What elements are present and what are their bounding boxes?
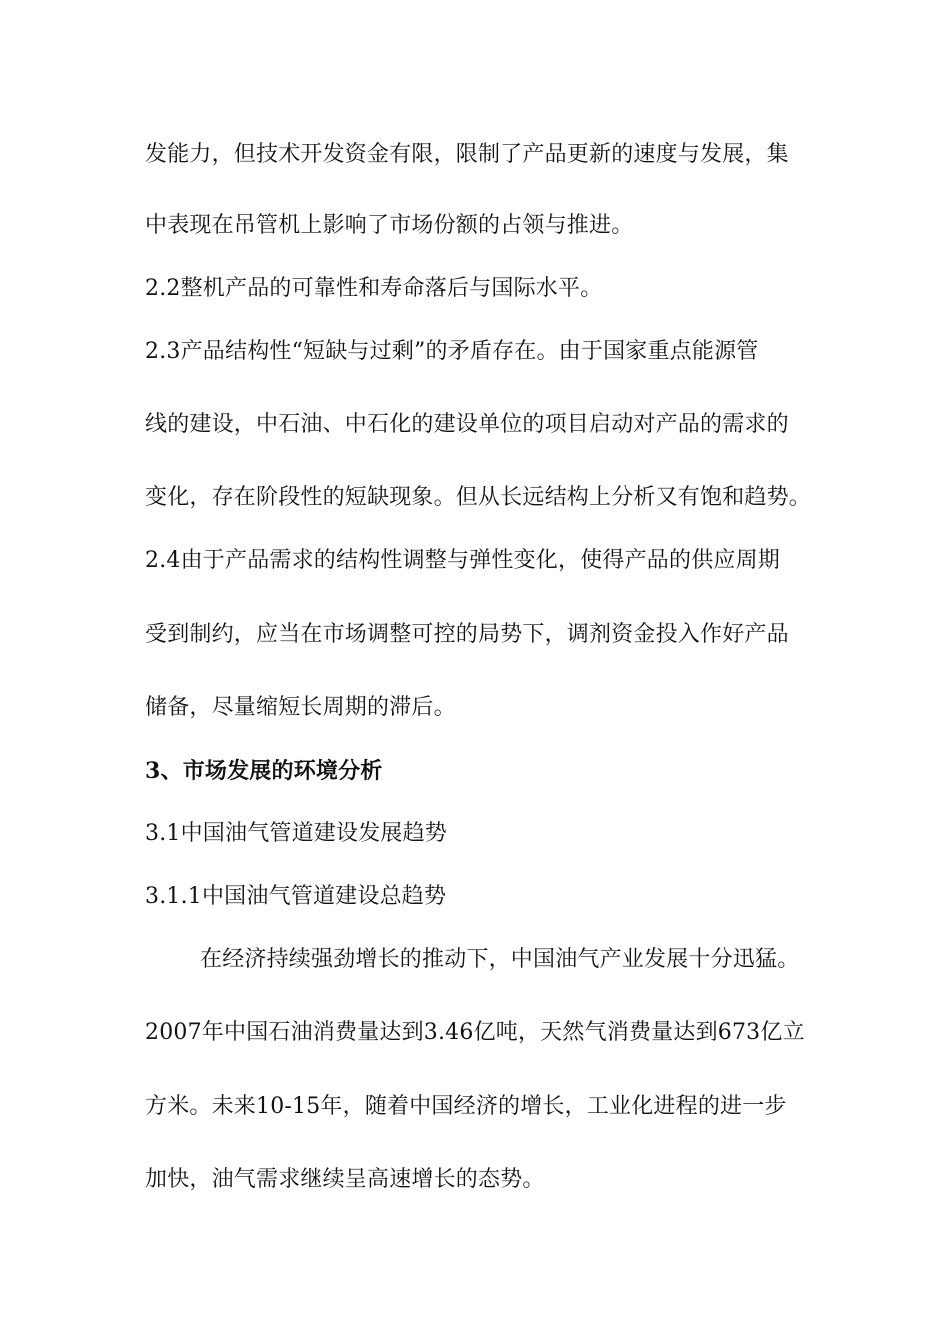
paragraph-line: 方米。未来10-15年，随着中国经济的增长，工业化进程的进一步 <box>145 1094 787 1119</box>
paragraph-line: 变化，存在阶段性的短缺现象。但从长远结构上分析又有饱和趋势。 <box>145 485 812 510</box>
section-heading-3: 3、市场发展的环境分析 <box>145 758 383 784</box>
paragraph-line: 中表现在吊管机上影响了市场份额的占领与推进。 <box>145 213 634 238</box>
item-2-3: 2.3产品结构性“短缺与过剩”的矛盾存在。由于国家重点能源管 <box>145 339 759 364</box>
item-2-4: 2.4由于产品需求的结构性调整与弹性变化，使得产品的供应周期 <box>145 548 780 573</box>
paragraph-line: 线的建设，中石油、中石化的建设单位的项目启动对产品的需求的 <box>145 412 789 437</box>
subsection-heading-3-1-1: 3.1.1中国油气管道建设总趋势 <box>145 884 447 909</box>
subsection-heading-3-1: 3.1中国油气管道建设发展趋势 <box>145 821 447 846</box>
paragraph-first-line: 在经济持续强劲增长的推动下，中国油气产业发展十分迅猛。 <box>200 947 800 972</box>
paragraph-line: 2007年中国石油消费量达到3.46亿吨，天然气消费量达到673亿立 <box>145 1020 805 1045</box>
paragraph-line: 受到制约，应当在市场调整可控的局势下，调剂资金投入作好产品 <box>145 622 789 647</box>
paragraph-line: 发能力，但技术开发资金有限，限制了产品更新的速度与发展，集 <box>145 142 789 167</box>
item-2-2: 2.2整机产品的可靠性和寿命落后与国际水平。 <box>145 276 603 301</box>
paragraph-line: 储备，尽量缩短长周期的滞后。 <box>145 695 456 720</box>
paragraph-line: 加快，油气需求继续呈高速增长的态势。 <box>145 1167 545 1192</box>
